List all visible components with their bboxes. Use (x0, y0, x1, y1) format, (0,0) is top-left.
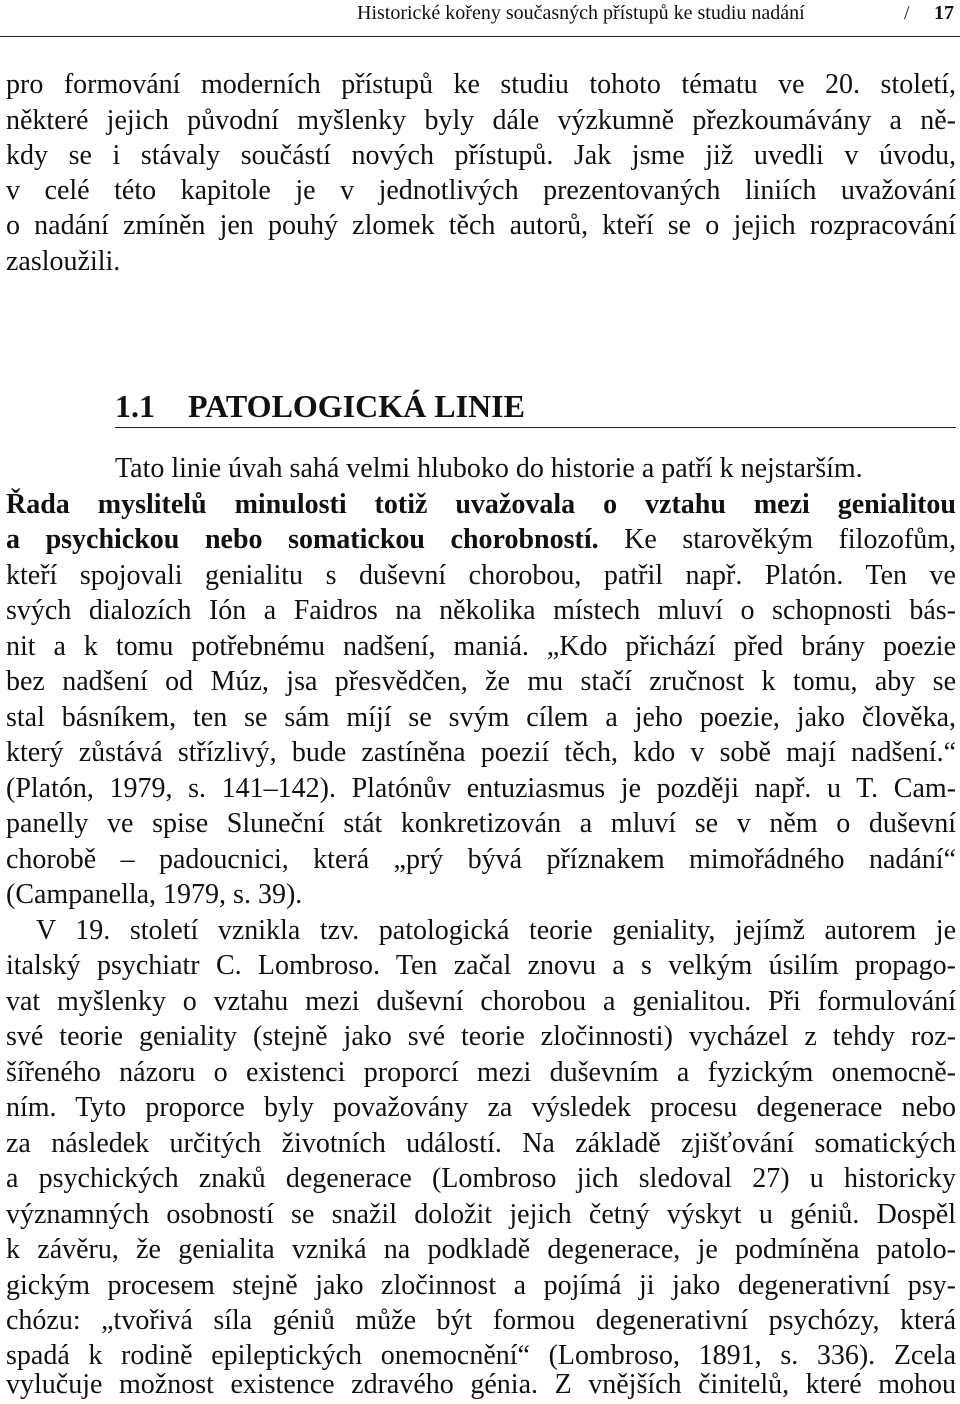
text-line: ním. Tyto proporce byly považovány za výsledek procesu degenerace nebo (6, 1092, 956, 1123)
bold-text: Řada myslitelů minulosti totiž uvažovala o vztahu mezi genialitou (6, 489, 956, 520)
section-heading (115, 387, 956, 428)
running-head (0, 0, 960, 37)
text-line: spadá k rodině epileptických onemocnění“ (Lombroso, 1891, s. 336). Zcela (6, 1340, 956, 1371)
text-line: pro formování moderních přístupů ke studiu tohoto tématu ve 20. století, (6, 69, 956, 100)
text-line: stal básníkem, ten se sám míjí se svým cílem a jeho poezie, jako člověka, (6, 702, 956, 733)
text-line: italský psychiatr C. Lombroso. Ten začal znovu a s velkým úsilím propago- (6, 950, 956, 981)
section-number: 1.1 (115, 388, 155, 424)
text-line: V 19. století vznikla tzv. patologická teorie geniality, jejímž autorem je (36, 915, 956, 946)
text-line: a psychických znaků degenerace (Lombroso jich sledoval 27) u historicky (6, 1163, 956, 1194)
text-line: šířeného názoru o existenci proporcí mezi duševním a fyzickým onemocně- (6, 1057, 956, 1088)
running-head-title: Historické kořeny současných přístupů ke studiu nadání (357, 2, 805, 24)
text-line (6, 488, 956, 522)
text-line: své teorie geniality (stejně jako své teorie zločinnosti) vycházel z tehdy roz- (6, 1021, 956, 1052)
text-line: vat myšlenky o vztahu mezi duševní chorobou a genialitou. Při formulování (6, 986, 956, 1017)
text-line: který zůstává střízlivý, bude zastíněna poezií těch, kdo v sobě mají nadšení.“ (6, 737, 956, 768)
text-line: gickým procesem stejně jako zločinnost a pojímá ji jako degenerativní psy- (6, 1270, 956, 1301)
text-line: významných osobností se snažil doložit jejich četný výskyt u géniů. Dospěl (6, 1199, 956, 1230)
text-line: chorobě – padoucnici, která „prý bývá příznakem mimořádného nadání“ (6, 844, 956, 875)
text-line: kdy se i stávaly součástí nových přístupů. Jak jsme již uvedli v úvodu, (6, 140, 956, 171)
page-number: 17 (934, 2, 954, 24)
text-line: (Campanella, 1979, s. 39). (6, 879, 303, 910)
running-head-separator: / (904, 2, 910, 24)
text-line: Tato linie úvah sahá velmi hluboko do historie a patří k nejstarším. (115, 453, 863, 484)
text-line: o nadání zmíněn jen pouhý zlomek těch autorů, kteří se o jejich rozpracování (6, 210, 956, 241)
text-line: kteří spojovali genialitu s duševní chorobou, patřil např. Platón. Ten ve (6, 560, 956, 591)
bold-text: a psychickou nebo somatickou chorobností. (6, 524, 599, 555)
text-line: svých dialozích Ión a Faidros na několika místech mluví o schopnosti bás- (6, 595, 956, 626)
text-line: bez nadšení od Múz, jsa přesvědčen, že mu stačí zručnost k tomu, aby se (6, 666, 956, 697)
text-line: vylučuje možnost existence zdravého génia. Z vnějších činitelů, které mohou (6, 1369, 956, 1400)
text-line: některé jejich původní myšlenky byly dále výzkumně přezkoumávány a ně- (6, 105, 956, 136)
text-line: zasloužili. (6, 246, 121, 277)
text-line: (Platón, 1979, s. 141–142). Platónův entuziasmus je později např. u T. Cam- (6, 773, 956, 804)
regular-text: Ke starověkým filozofům, (598, 524, 956, 555)
text-line: v celé této kapitole je v jednotlivých prezentovaných liniích uvažování (6, 175, 956, 206)
text-line: k závěru, že genialita vzniká na podkladě degenerace, je podmíněna patolo- (6, 1234, 956, 1265)
text-line: nit a k tomu potřebnému nadšení, maniá. „Kdo přichází před brány poezie (6, 631, 956, 662)
text-line: za následek určitých životních událostí. Na základě zjišťování somatických (6, 1128, 956, 1159)
text-line: panelly ve spise Sluneční stát konkretizován a mluví se v něm o duševní (6, 808, 956, 839)
section-title: PATOLOGICKÁ LINIE (188, 388, 525, 424)
text-line (6, 523, 956, 557)
text-line: chózu: „tvořivá síla géniů může být formou degenerativní psychózy, která (6, 1305, 956, 1336)
